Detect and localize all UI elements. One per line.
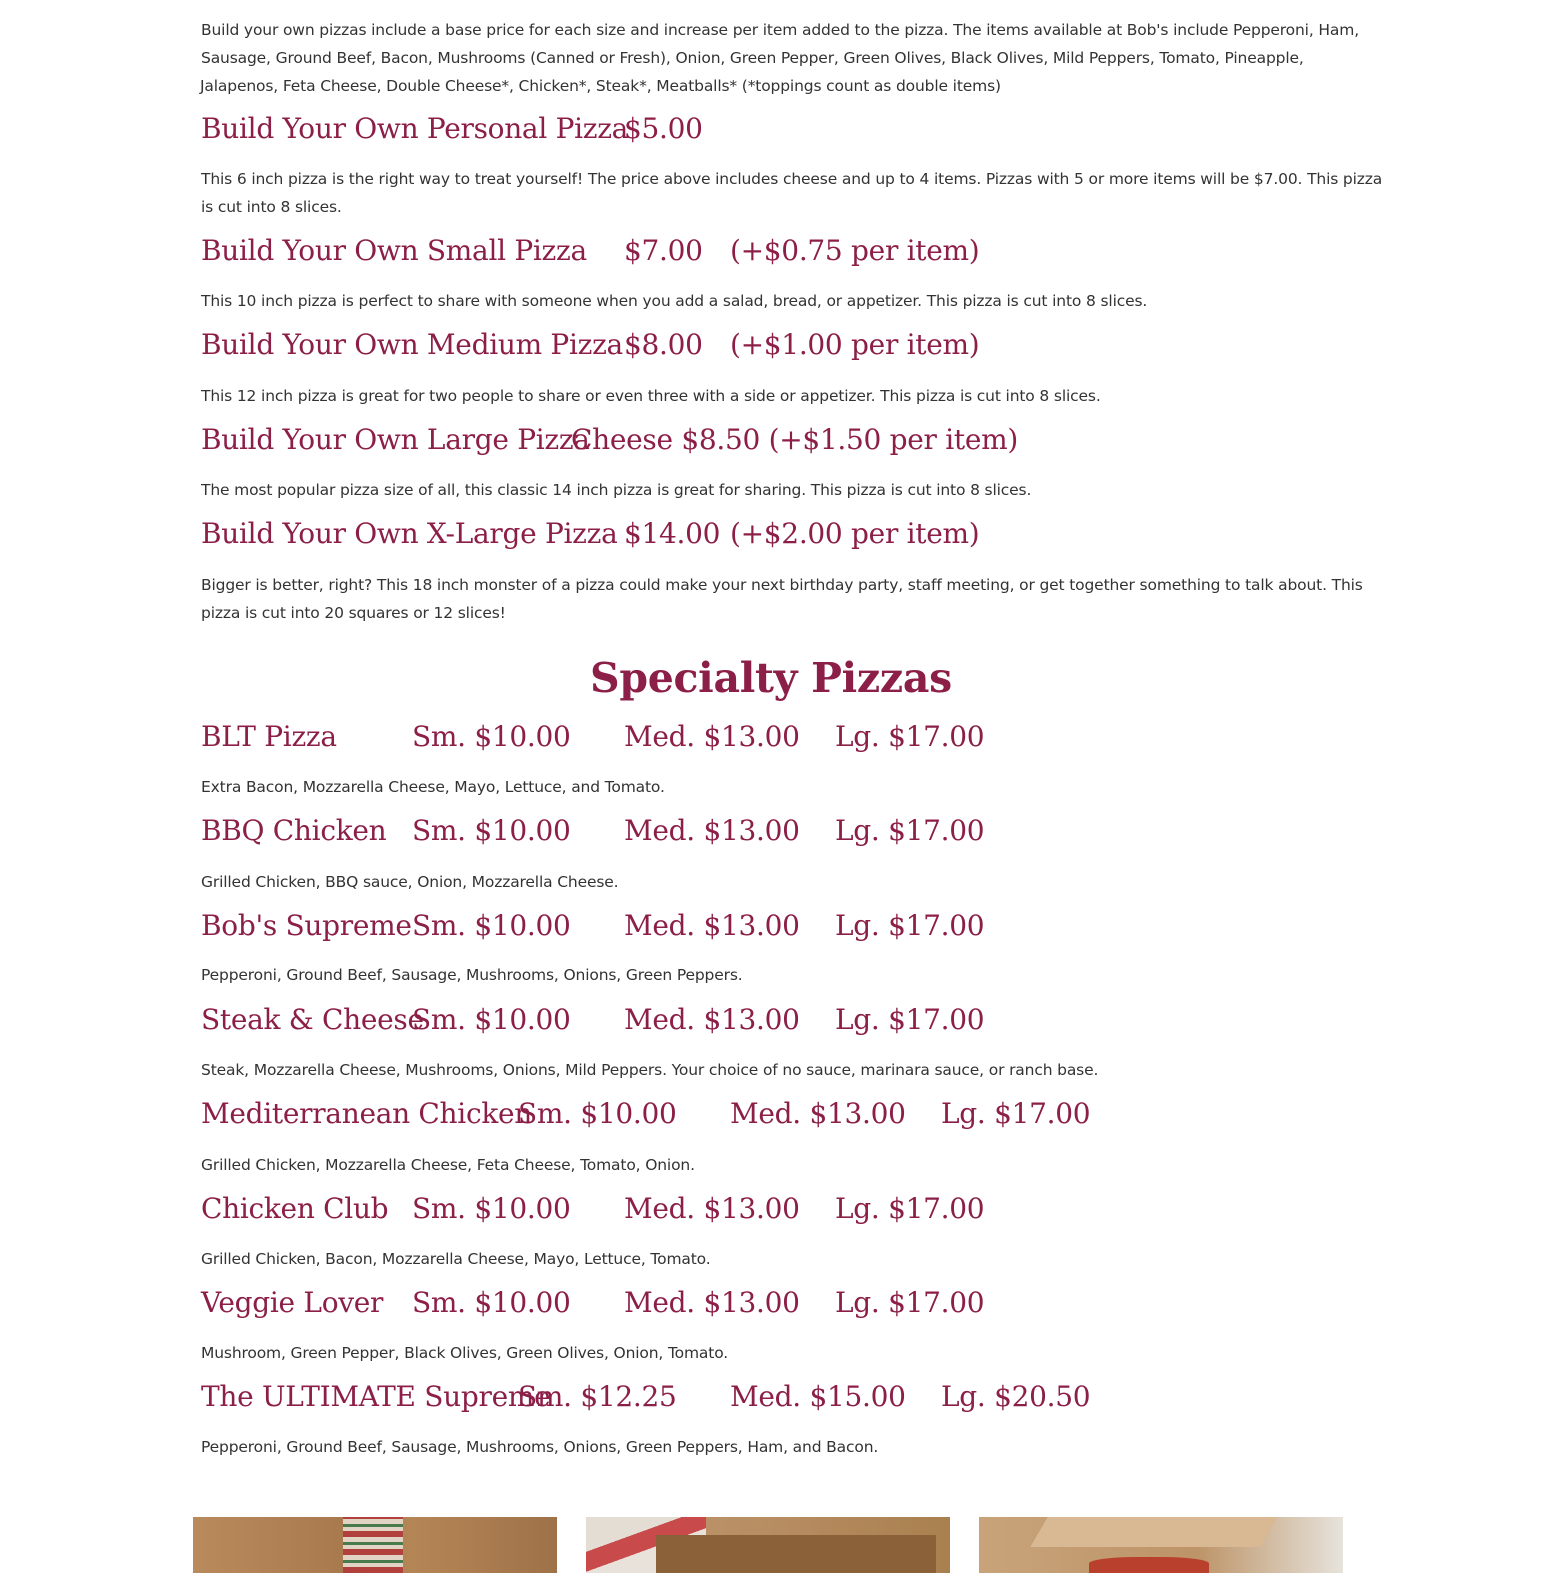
large-price: Lg. $17.00 [835, 1286, 985, 1319]
byo-small-description [201, 287, 1341, 315]
pizza-price: $5.00 [624, 112, 703, 145]
description-line: Grilled Chicken, Bacon, Mozzarella Cheese, Mayo, Lettuce, Tomato. [201, 1250, 711, 1268]
pizza-extra-price: (+$1.00 per item) [730, 328, 980, 361]
gallery-photo-pizza-in-box[interactable] [979, 1517, 1343, 1573]
medium-price: Med. $13.00 [624, 909, 800, 942]
pizza-name: Chicken Club [201, 1192, 389, 1225]
large-price: Lg. $17.00 [835, 1192, 985, 1225]
large-price: Lg. $20.50 [941, 1380, 1091, 1413]
intro-line: Build your own pizzas include a base price for each size and increase per item added to the pizza. The items available at Bob's include Pepperoni, Ham, [201, 21, 1359, 39]
specialty-mediterranean-chicken-description [201, 1151, 1341, 1179]
small-price: Sm. $10.00 [412, 1003, 571, 1036]
medium-price: Med. $13.00 [624, 720, 800, 753]
small-price: Sm. $10.00 [518, 1097, 677, 1130]
small-price: Sm. $12.25 [518, 1380, 677, 1413]
medium-price: Med. $13.00 [624, 814, 800, 847]
pizza-name: Build Your Own Large Pizza [201, 423, 590, 456]
box-interior-image [656, 1535, 936, 1573]
specialty-blt-description [201, 773, 1341, 801]
pizza-name: The ULTIMATE Supreme [201, 1380, 551, 1413]
pizza-price: $14.00 [624, 517, 721, 550]
small-price: Sm. $10.00 [412, 1192, 571, 1225]
intro-line: Jalapenos, Feta Cheese, Double Cheese*, Chicken*, Steak*, Meatballs* (*toppings count as double items) [200, 77, 1001, 95]
specialty-veggie-lover-description [201, 1339, 1341, 1367]
pizza-name: Steak & Cheese [201, 1003, 424, 1036]
description-line: Steak, Mozzarella Cheese, Mushrooms, Onions, Mild Peppers. Your choice of no sauce, marinara sauce, or ranch base. [201, 1061, 1099, 1079]
small-price: Sm. $10.00 [412, 720, 571, 753]
large-price: Lg. $17.00 [835, 720, 985, 753]
large-price: Lg. $17.00 [835, 1003, 985, 1036]
description-line: Pepperoni, Ground Beef, Sausage, Mushrooms, Onions, Green Peppers. [201, 966, 743, 984]
large-price: Lg. $17.00 [835, 814, 985, 847]
pizza-price: $8.00 [624, 328, 703, 361]
description-line: This 12 inch pizza is great for two people to share or even three with a side or appetizer. This pizza is cut into 8 slices. [201, 387, 1101, 405]
specialty-ultimate-supreme-description [201, 1433, 1341, 1461]
pizza-name: Mediterranean Chicken [201, 1097, 532, 1130]
specialty-pizzas-title: Specialty Pizzas [590, 654, 952, 702]
pizza-name: BBQ Chicken [201, 814, 387, 847]
description-line: Grilled Chicken, BBQ sauce, Onion, Mozzarella Cheese. [201, 873, 619, 891]
byo-personal-description [201, 165, 1383, 221]
build-your-own-intro [200, 16, 1359, 100]
description-line: Extra Bacon, Mozzarella Cheese, Mayo, Lettuce, and Tomato. [201, 778, 665, 796]
medium-price: Med. $13.00 [624, 1286, 800, 1319]
pizza-box-stack-image [343, 1517, 403, 1573]
large-price: Lg. $17.00 [835, 909, 985, 942]
description-line: This 6 inch pizza is the right way to treat yourself! The price above includes cheese and up to 4 items. Pizzas with 5 or more items will be $7.00. This pizza [201, 170, 1383, 188]
pizza-name: Veggie Lover [201, 1286, 384, 1319]
pizza-image [1089, 1557, 1209, 1573]
specialty-chicken-club-description [201, 1245, 1341, 1273]
pizza-name: Build Your Own Personal Pizza [201, 112, 629, 145]
description-line: pizza is cut into 20 squares or 12 slices! [201, 604, 506, 622]
small-price: Sm. $10.00 [412, 909, 571, 942]
byo-medium-description [201, 382, 1341, 410]
pizza-extra-price: (+$2.00 per item) [730, 517, 980, 550]
medium-price: Med. $13.00 [624, 1003, 800, 1036]
pizza-price: $7.00 [624, 234, 703, 267]
pizza-name: Build Your Own Small Pizza [201, 234, 587, 267]
small-price: Sm. $10.00 [412, 1286, 571, 1319]
description-line: Mushroom, Green Pepper, Black Olives, Green Olives, Onion, Tomato. [201, 1344, 729, 1362]
specialty-steak-cheese-description [201, 1056, 1341, 1084]
specialty-bobs-supreme-description [201, 961, 1341, 989]
description-line: This 10 inch pizza is perfect to share with someone when you add a salad, bread, or appetizer. This pizza is cut into 8 slices. [201, 292, 1148, 310]
gallery-photo-pizza-boxes[interactable] [193, 1517, 557, 1573]
pizza-name: Build Your Own Medium Pizza [201, 328, 623, 361]
large-price: Lg. $17.00 [941, 1097, 1091, 1130]
byo-xlarge-description [201, 571, 1363, 627]
pizza-name: BLT Pizza [201, 720, 337, 753]
description-line: is cut into 8 slices. [201, 198, 342, 216]
pizza-name: Build Your Own X-Large Pizza [201, 517, 618, 550]
box-flap-image [1030, 1517, 1277, 1547]
small-price: Sm. $10.00 [412, 814, 571, 847]
pizza-name: Bob's Supreme [201, 909, 412, 942]
description-line: The most popular pizza size of all, this classic 14 inch pizza is great for sharing. This pizza is cut into 8 slices. [201, 481, 1032, 499]
medium-price: Med. $13.00 [730, 1097, 906, 1130]
byo-large-description [201, 476, 1341, 504]
description-line: Pepperoni, Ground Beef, Sausage, Mushrooms, Onions, Green Peppers, Ham, and Bacon. [201, 1438, 879, 1456]
pizza-price: Cheese $8.50 (+$1.50 per item) [571, 423, 1018, 456]
gallery-photo-open-box[interactable] [586, 1517, 950, 1573]
medium-price: Med. $15.00 [730, 1380, 906, 1413]
description-line: Grilled Chicken, Mozzarella Cheese, Feta Cheese, Tomato, Onion. [201, 1156, 695, 1174]
specialty-bbq-chicken-description [201, 868, 1341, 896]
medium-price: Med. $13.00 [624, 1192, 800, 1225]
pizza-extra-price: (+$0.75 per item) [730, 234, 980, 267]
intro-line: Sausage, Ground Beef, Bacon, Mushrooms (Canned or Fresh), Onion, Green Pepper, Green Olives, Black Olives, Mild Peppers, Tomato, Pineapple, [201, 49, 1304, 67]
description-line: Bigger is better, right? This 18 inch monster of a pizza could make your next birthday party, staff meeting, or get together something to talk about. This [201, 576, 1363, 594]
